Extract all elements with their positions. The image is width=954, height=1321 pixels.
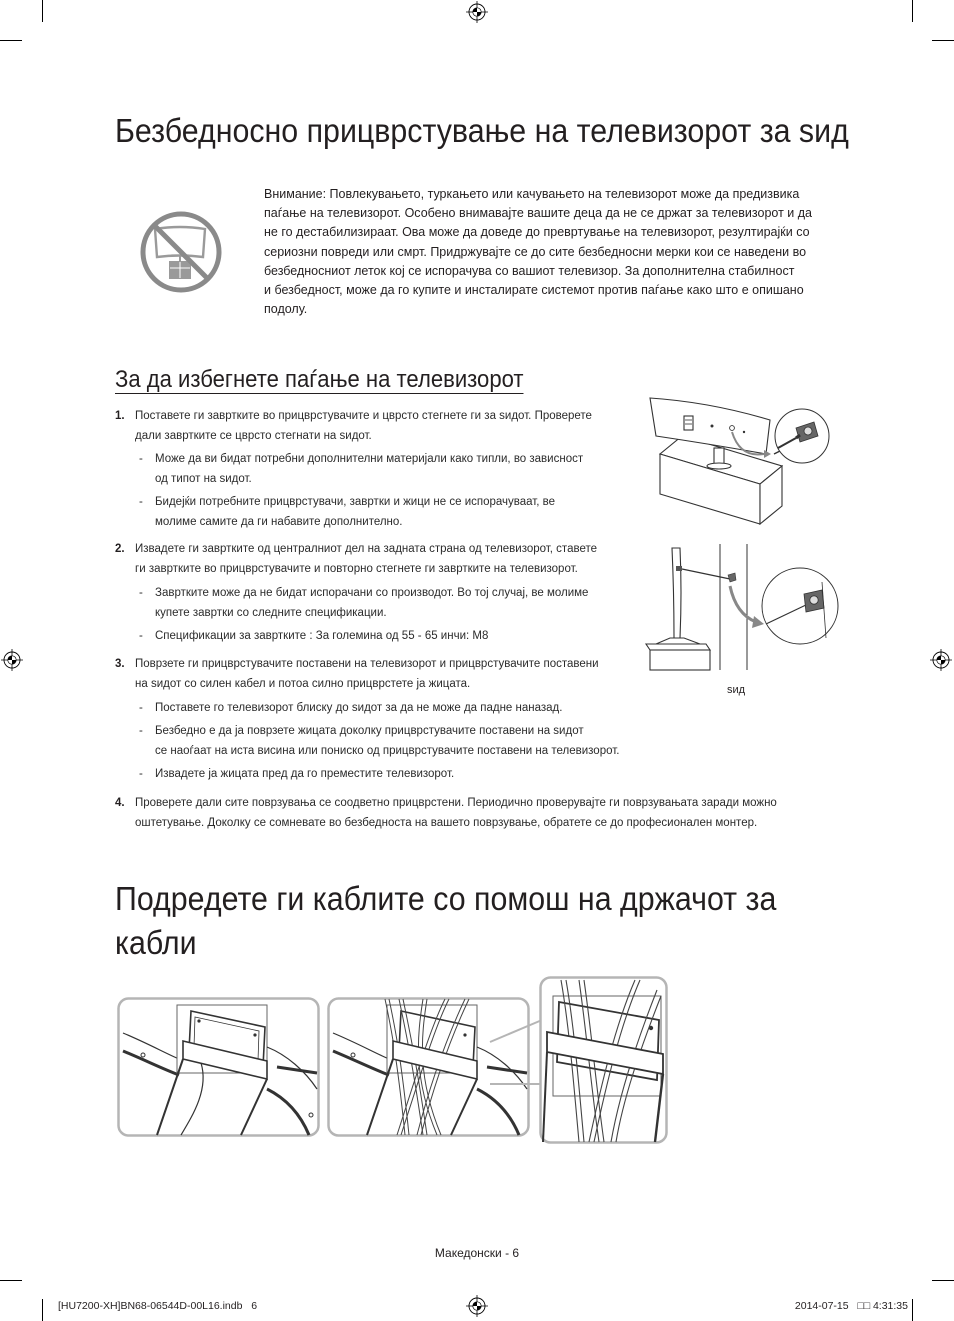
sub-step-text: Бидејќи потребните прицврстувачи, завртки и жици не се испорачуваат, ве молиме самите да ги набавите дополнително. (155, 496, 556, 528)
tv-side-profile (672, 548, 681, 638)
section-title-wall-safety: Безбедносно прицврстување на телевизорот за ѕид (115, 112, 849, 149)
wall-label: ѕид (727, 684, 746, 696)
crop-mark-bottom-right-horizontal (932, 1280, 954, 1281)
registration-mark-icon (1, 649, 23, 671)
registration-mark-icon (466, 1295, 488, 1317)
crop-mark-bottom-left-vertical (42, 1299, 43, 1321)
crop-mark-bottom-left-horizontal (0, 1280, 22, 1281)
crop-mark-top-left-vertical (42, 0, 43, 22)
sub-bullet: - (139, 630, 143, 642)
sub-bullet: - (139, 453, 143, 465)
crop-mark-bottom-right-vertical (912, 1299, 913, 1321)
sub-bullet: - (139, 725, 143, 737)
step-text: Поврзете ги прицврстувачите поставени на телевизорот и прицврстувачите поставени на ѕидот со силен кабел и потоа силно прицврстете ја жицата. (135, 658, 599, 690)
sub-step-text: Извадете ја жицата пред да го преместите телевизорот. (155, 768, 455, 780)
section-title-cable-holder: Подредете ги каблите со помош на држачот за кабли (115, 880, 777, 961)
registration-mark-icon (466, 1, 488, 23)
sub-bullet: - (139, 496, 143, 508)
page-number-label: Македонски - 6 (434, 1246, 520, 1260)
print-slug-datetime: 2014-07-15 □□ 4:31:35 (794, 1300, 908, 1312)
zoom-connector-lines (486, 1012, 544, 1092)
step-text: Извадете ги завртките од централниот дел на задната страна од телевизорот, ставете ги завртките во прицврстувачите и повторно стегнете ги завртките на телевизорот. (135, 543, 597, 575)
crop-mark-top-right-horizontal (932, 40, 954, 41)
step-text: Проверете дали сите поврзувања се соодветно прицврстени. Периодично проверувајте ги поврзувањата заради можно оштетување. Доколку се сомневате во безбедноста на вашето поврзување, обратете се до професионален монтер. (135, 797, 777, 829)
tipping-warning-paragraph: Внимание: Повлекувањето, туркањето или качувањето на телевизорот може да предизвика паѓање на телевизорот. Особено внимавајте вашите деца да не се држат за телевизорот и да не го дестабилизираат. Ова може да доведе до превртување на телевизорот, резултирајќи со сериозни повреди или смрт. Придржувајте се до сите безбедносни мерки кои се наведени во безбедносниот леток кој се испорачува со вашиот телевизор. За дополнителна стабилност и безбедност, може да го купите и инсталирате системот против паѓање како што е опишано подолу. (264, 187, 812, 317)
step-number: 2. (115, 543, 125, 555)
sub-bullet: - (139, 768, 143, 780)
step-number: 4. (115, 797, 125, 809)
cable-holder-zoom-illustration (539, 976, 668, 1144)
subheading-prevent-tv-falling: За да избегнете паѓање на телевизорот (115, 366, 524, 393)
step-text: Поставете ги завртките во прицврстувачите и цврсто стегнете ги за ѕидот. Проверете дали завртките се цврсто стегнати на ѕидот. (135, 410, 592, 442)
step-number: 3. (115, 658, 125, 670)
print-slug-file: [HU7200-XH]BN68-06544D-00L16.indb 6 (58, 1300, 258, 1312)
zoom-circle (762, 568, 838, 644)
sub-bullet: - (139, 587, 143, 599)
tv-on-cabinet-with-wall-bracket-illustration (640, 388, 840, 533)
sub-step-text: Завртките може да не бидат испорачани со производот. Во тој случај, ве молиме купете завртки со следните спецификации. (155, 587, 589, 619)
crop-mark-top-right-vertical (912, 0, 913, 22)
tv-tied-to-wall-illustration (640, 542, 840, 682)
no-climbing-on-tv-icon (136, 207, 226, 297)
registration-mark-icon (930, 649, 952, 671)
sub-bullet: - (139, 702, 143, 714)
sub-step-text: Безбедно е да ја поврзете жицата доколку прицврстувачите поставени на ѕидот се наоѓаат на иста висина или пониско од прицврстувачите поставени на телевизорот. (155, 725, 620, 757)
safety-cable (682, 569, 730, 579)
cable-holder-empty-illustration (117, 997, 320, 1137)
crop-mark-top-left-horizontal (0, 40, 22, 41)
step-number: 1. (115, 410, 125, 422)
sub-step-text: Може да ви бидат потребни дополнителни материјали како типли, во зависност од типот на ѕидот. (155, 453, 584, 485)
sub-step-text: Поставете го телевизорот блиску до ѕидот за да не може да падне наназад. (155, 702, 563, 714)
sub-step-text: Спецификации за завртките : За големина од 55 - 65 инчи: M8 (155, 630, 489, 642)
